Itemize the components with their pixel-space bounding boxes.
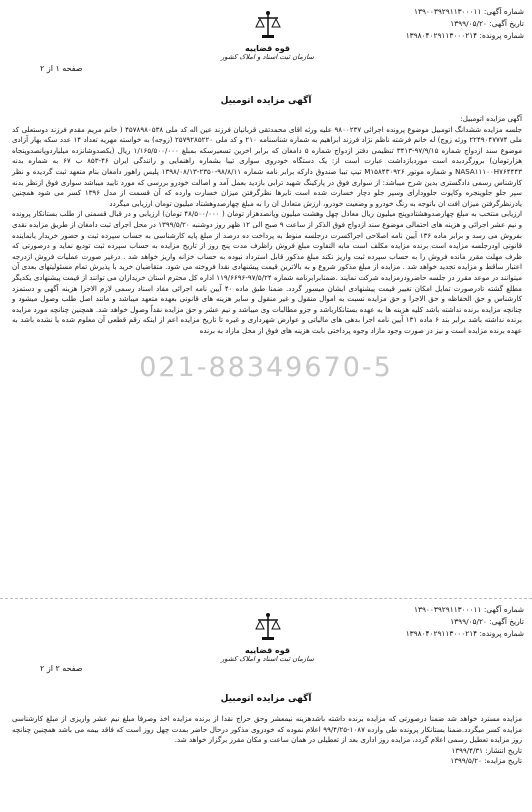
scales-of-justice-icon — [254, 612, 282, 642]
scales-of-justice-icon — [254, 10, 282, 40]
notice-separator — [0, 598, 532, 599]
publish-date: تاریخ انتشار: ۱۳۹۹/۴/۳۱ — [451, 745, 522, 755]
auction-date: تاریخ مزایده: ۱۳۹۹/۵/۲۰ — [450, 756, 522, 766]
judiciary-emblem — [215, 612, 320, 663]
file-number: شماره پرونده: ۱۳۹۸۰۴۰۲۹۱۱۳۰۰۰۲۱۴ — [405, 629, 524, 638]
emblem-brand: قوه قضاییه — [244, 646, 290, 655]
body-heading: آگهی مزایده اتومبیل: — [460, 114, 522, 123]
judiciary-emblem — [215, 10, 320, 61]
ad-number: شماره آگهی: ۱۳۹۰۰۳۹۲۹۱۱۳۰۰۰۱۱ — [414, 7, 524, 16]
notice-title: آگهی مزایده اتومبیل — [220, 96, 312, 106]
notice-title: آگهی مزایده اتومبیل — [220, 694, 312, 704]
body-paragraph: ارزیابی منتخب به مبلغ چهارصدوهشتادوپنج میلیون ریال معادل چهل وهشت میلیون وپانصدهزار تومان ( ۴۸/۵۰۰/۰۰۰ تومان) ارزیابی و در قبال قسمتی از طلب بستانکار پرونده و نیم عشر اجرائی و هزینه های احتمالی موضوع سند ازدواج فوق الذکر از ساعت ۹ صبح الی ۱۲ ظهر روز دوشنبه ۱۳۹۹/۵/۲۰ در محل اجرای ثبت دامغان از طریق مزایده نقدی بفروش می رسد و برابر ماده ۱۳۶ آیین نامه اصلاحی اجراکسرت درجلسه منوط به پرداخت ده درصد از مبلغ پایه کارشناسی به حساب سپرده ثبت و حضور خریدار یانماینده قانونی اودرجلسه مزایده است برنده مزایده مکلف است مابه التفاوت مبلغ فروش راظرف مدت پنج روز از تاریخ مزایده به حساب سپرده ثبت تودیع نماید و درصورتی که ظرف مهلت مقرر مانده فروش را به حساب سپرده ثبت واریز نکند مبلغ مذکور قابل استرداد نبوده به حساب خزانه واریز خواهد شد . درغیر صورت عملیات فروش ازدرجه اعتبار ساقط و مزایده تجدید خواهد شد . مزایده از مبلغ مذکور شروع و به بالاترین قیمت پیشنهادی نقدا فروخته می شود. متقاضیان خرید با پذیرش تمام مسئولیتهای بعدی آن میتوانند در موعد مقرر در جلسه حاضرودرمزایده شرکت نمایند .ضمنابرابرنامه شماره ۹۷/۵/۲۴-۱۱۹/۶۶۹۶ اداره کل محترم استان خریداران می توانند از قیمت پیشنهادی یکدیگر مطلع گشته تادرصورت تمایل امکان تغییر قیمت پیشنهادی ایشان میسور گردد. ضمنا طبق ماده ۴۰ آیین نامه اجرائی مفاد اسناد رسمی لازم الاجرا هزینه آگهی و دستمزد کارشناس و حق الحفاظه و حق الاجرا و حق مزایده نسبت به اموال منقول و غیر منقول و سایر هزینه های قانونی بعهده متعهد میباشد و مانند اصل طلب وصول میشود و چنانچه مزایده برنده نداشته باشد کلیه هزینه ها به عهده بستانکارباشد و جزو مطالبات وی میباشد و نیم عشر و حق مزایده نقداً وصول خواهد شد. همچنین چنانچه مورد مزایده برنده نداشته باشد برابر بند ۶ ماده ۱۳۱ آیین نامه اجرا بدهی های مالیاتی و عوارض شهرداری و غیره تا تاریخ مزایده اعم از اینکه رقم قطعی آن معلوم شده یا نشده باشد به عهده برنده مزایده است و نیز در صورت وجود مازاد وجوه پرداختی بابت هزینه های فوق از محل مازاد به برنده — [12, 209, 522, 335]
ad-date: تاریخ آگهی: ۱۳۹۹/۰۵/۲۰ — [450, 617, 524, 626]
ad-header — [406, 604, 524, 640]
body-paragraph: مزایده مسترد خواهد شد ضمنا درصورتی که مزایده برنده داشته باشدهزینه نیمعشر وحق حراج نقدا از برنده مزایده اخذ وصرفا مبلغ نیم عشر واریزی از مبلغ کارشناسی مزایده کسر میگردد.ضمنا بستانکار پرونده طی وارده ۱۰۸۷-۹۹/۴/۲۵ اعلام نموده که خودروی مذکور درحال حاضر بمدت چهل روز است که فاقد بیمه می باشد همچنین چنانچه روز مزایده تعطیل رسمی اعلام گردد، مزایده روز اداری بعد از تعطیلی در همان ساعت و مکان مقرر برگزار خواهد شد. — [12, 714, 523, 745]
phone-watermark: 021-88349670-5 — [139, 352, 393, 383]
page-label: صفحه ۱ از ۲ — [40, 64, 83, 73]
file-number: شماره پرونده: ۱۳۹۸۰۴۰۲۹۱۱۳۰۰۰۲۱۴ — [405, 31, 524, 40]
ad-number: شماره آگهی: ۱۳۹۰۰۳۹۲۹۱۱۳۰۰۰۱۱ — [414, 605, 524, 614]
notice-body — [12, 114, 522, 336]
page-label: صفحه ۲ از ۲ — [40, 664, 83, 673]
body-paragraph: جلسه مزایده ششدانگ اتومبیل موضوع پرونده اجرائی ۹۸۰۰۲۳۷ علیه ورثه اقای محمدتقی قربانیان فرزند عین اله کد ملی ۴۵۷۸۹۸۰۵۳۸ ( خانم مریم مقدم فرزند دوستعلی کد ملی ۲۲۴۹۰۴۷۷۷۴ ورثه زوج) له خانم فرشته ناظم نژاد فرزند ابراهیم به شماره شناسنامه ۲۱۰ و کد ملی ۲۵۷۹۲۸۵۲۲۰ (زوجه) به خواسته مهریه تعداد ۱۴ عدد سکه بهار آزادی موضوع سند ازدواج شماره ۹۷/۹/۱۵-۳۴۱۳ تنظیمی دفتر ازدواج شماره ۵ دامغان که برابر اخرین تسعیرسکه بمبلغ ۱/۱۶۵/۵۰۰/۰۰۰ ریال (یکصدوشانزده میلیاردوپانصدوپنجاه هزارتومان) برورگردیده است موردبازداشت عبارت است از: یک دستگاه خودروی سواری تیبا بشماره راهنمایی و رانندگی ایران ۴۶-۸۵۳ ب ۶۷ به شماره بدنه NASA۱۱۱۰۰H۷۶۴۴۴۳ و شماره موتور M۱۵۸۴۳۰۹۲۶ تیپ تیبا صندوق دارکه برابر نامه شماره ۹۸/۸/۱۱-۲۳۵۰-۱۳۹۸/۰۸/۱۳ پلیس راهور دامغان بنام متعهد ثبت گردیده و نظر کارشناس رسمی دادگستری بدین شرح میباشد: از سواری فوق در پارکینگ شهید ترابی بازدید بعمل آمد و اصالت خودرو بررسی که مورد تایید میباشد سواری فوق ازنظر بدنه سپر جلو جلوپنجره وکاپوت جلوودارای وسپر جلو دچار خسارت شده است تایرها نظرگرفتن میزان خسارت وارده که آن قسمت از مدل ۱۳۹۶ کسر می شود همچنین یادرنظرگرفتن میزان افت ان باتوجه به رنگ خودرو و وضعیت خودرو، ارزش متعادل ان را به مبلغ چهارصدوهشتاد میلیون تومان ارزیابی میگردد — [12, 124, 523, 208]
notice-body — [12, 714, 522, 767]
ad-header — [406, 6, 524, 42]
ad-date: تاریخ آگهی: ۱۳۹۹/۰۵/۲۰ — [450, 19, 524, 28]
emblem-org: سازمان ثبت اسناد و املاک کشور — [221, 655, 314, 663]
emblem-org: سازمان ثبت اسناد و املاک کشور — [221, 53, 314, 61]
emblem-brand: قوه قضاییه — [244, 44, 290, 53]
